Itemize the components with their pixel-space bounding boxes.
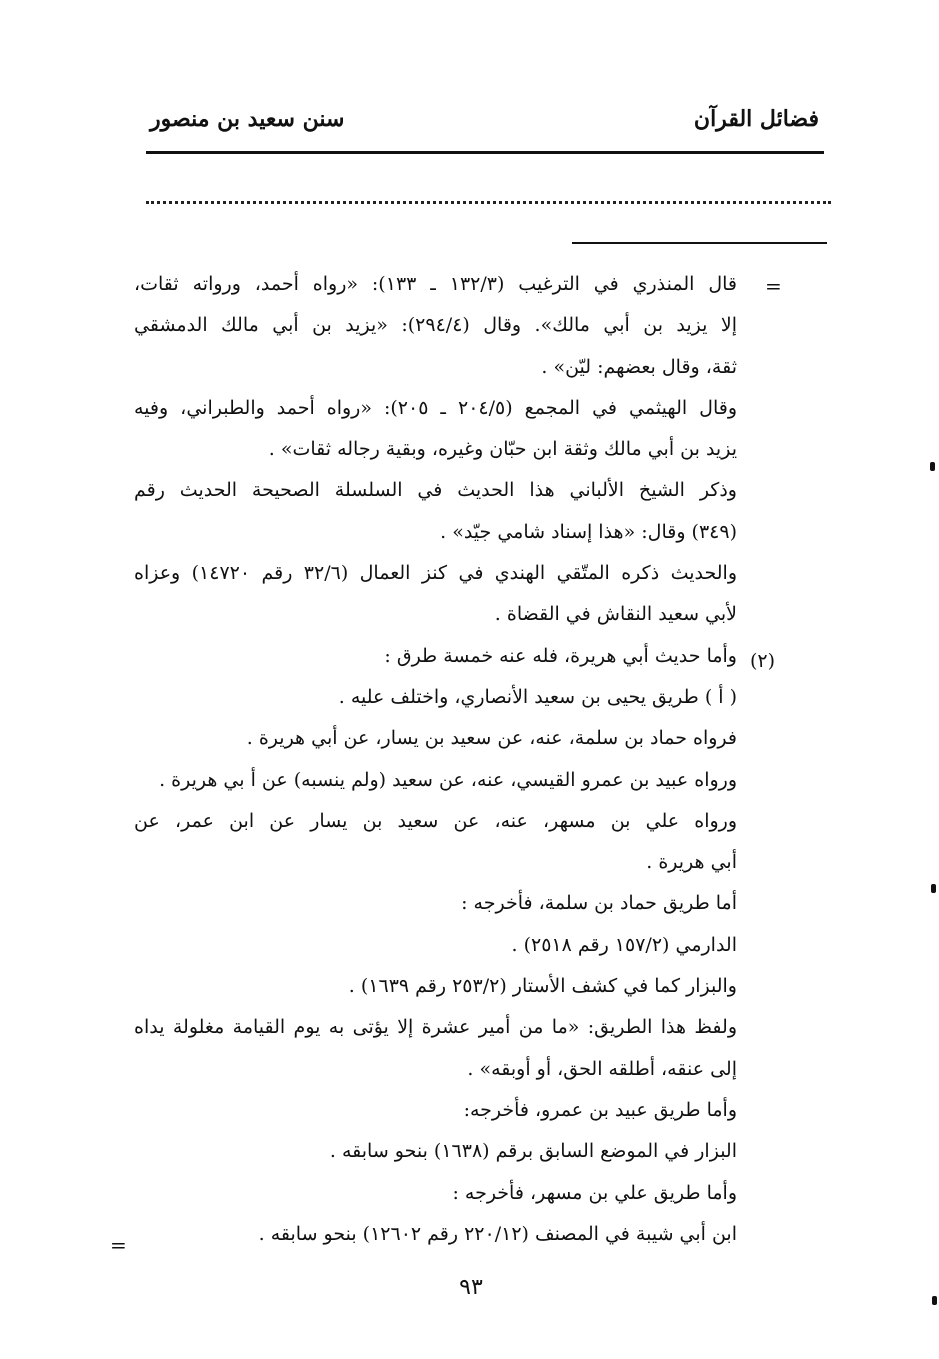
text-line: والحديث ذكره المتّقي الهندي في كنز العمال (٣٢/٦ رقم ١٤٧٢٠) وعزاه xyxy=(134,562,737,585)
text-line: (٣٤٩) وقال: «هذا إسناد شامي جيّد» . xyxy=(440,520,737,543)
dotted-separator xyxy=(146,201,831,204)
text-line: أما طريق حماد بن سلمة، فأخرجه : xyxy=(461,892,737,915)
text-line: وأما حديث أبي هريرة، فله عنه خمسة طرق : xyxy=(384,644,737,667)
text-line: ورواه علي بن مسهر، عنه، عن سعيد بن يسار عن ابن عمر، عن xyxy=(134,809,737,832)
text-line: ابن أبي شيبة في المصنف (٢٢٠/١٢ رقم ١٢٦٠٢) بنحو سابقه . xyxy=(258,1222,737,1245)
text-line: ثقة، وقال بعضهم: ليّن» . xyxy=(541,355,737,378)
continuation-marker-top: = xyxy=(765,274,782,298)
scan-speck xyxy=(930,462,935,471)
header-divider xyxy=(146,151,824,154)
footnote-text xyxy=(134,264,737,1255)
text-line: والبزار كما في كشف الأستار (٢٥٣/٢ رقم ١٦٣٩) . xyxy=(348,975,737,998)
text-line: البزار في الموضع السابق برقم (١٦٣٨) بنحو سابقه . xyxy=(329,1140,737,1163)
text-line: وأما طريق عبيد بن عمرو، فأخرجه: xyxy=(463,1098,737,1121)
text-line: وأما طريق علي بن مسهر، فأخرجه : xyxy=(452,1181,737,1204)
text-line: ولفظ هذا الطريق: «ما من أمير عشرة إلا يؤتى به يوم القيامة مغلولة يداه xyxy=(134,1016,737,1039)
text-line: وقال الهيثمي في المجمع (٢٠٤/٥ ـ ٢٠٥): «رواه أحمد والطبراني، وفيه xyxy=(134,396,737,419)
text-line: أبي هريرة . xyxy=(646,851,737,874)
footnote-divider xyxy=(572,242,827,244)
running-header-book-title: سنن سعيد بن منصور xyxy=(150,106,345,132)
page-number: ٩٣ xyxy=(459,1275,483,1300)
running-header-book-section: فضائل القرآن xyxy=(693,106,819,132)
scan-speck xyxy=(932,1296,937,1305)
text-line: قال المنذري في الترغيب (١٣٢/٣ ـ ١٣٣): «رواه أحمد، ورواته ثقات، xyxy=(134,273,737,295)
text-line: ( أ ) طريق يحيى بن سعيد الأنصاري، واختلف عليه . xyxy=(338,685,737,708)
text-line: ورواه عبيد بن عمرو القيسي، عنه، عن سعيد (ولم ينسبه) عن أ بي هريرة . xyxy=(159,768,737,791)
text-line: يزيد بن أبي مالك وثقة ابن حبّان وغيره، وبقية رجاله ثقات» . xyxy=(268,438,737,461)
scan-speck xyxy=(931,884,936,893)
text-line: وذكر الشيخ الألباني هذا الحديث في السلسلة الصحيحة الحديث رقم xyxy=(134,479,737,502)
footnote-number: (٢) xyxy=(750,650,776,672)
text-line: فرواه حماد بن سلمة، عنه، عن سعيد بن يسار، عن أبي هريرة . xyxy=(246,727,737,750)
continuation-marker-bottom: = xyxy=(110,1233,127,1257)
text-line: الدارمي (١٥٧/٢ رقم ٢٥١٨) . xyxy=(511,933,737,956)
text-line: لأبي سعيد النقاش في القضاة . xyxy=(494,603,737,626)
text-line: إلا يزيد بن أبي مالك». وقال (٢٩٤/٤): «يزيد بن أبي مالك الدمشقي xyxy=(134,314,737,337)
text-line: إلى عنقه، أطلقه الحق، أو أوبقه» . xyxy=(467,1057,737,1080)
